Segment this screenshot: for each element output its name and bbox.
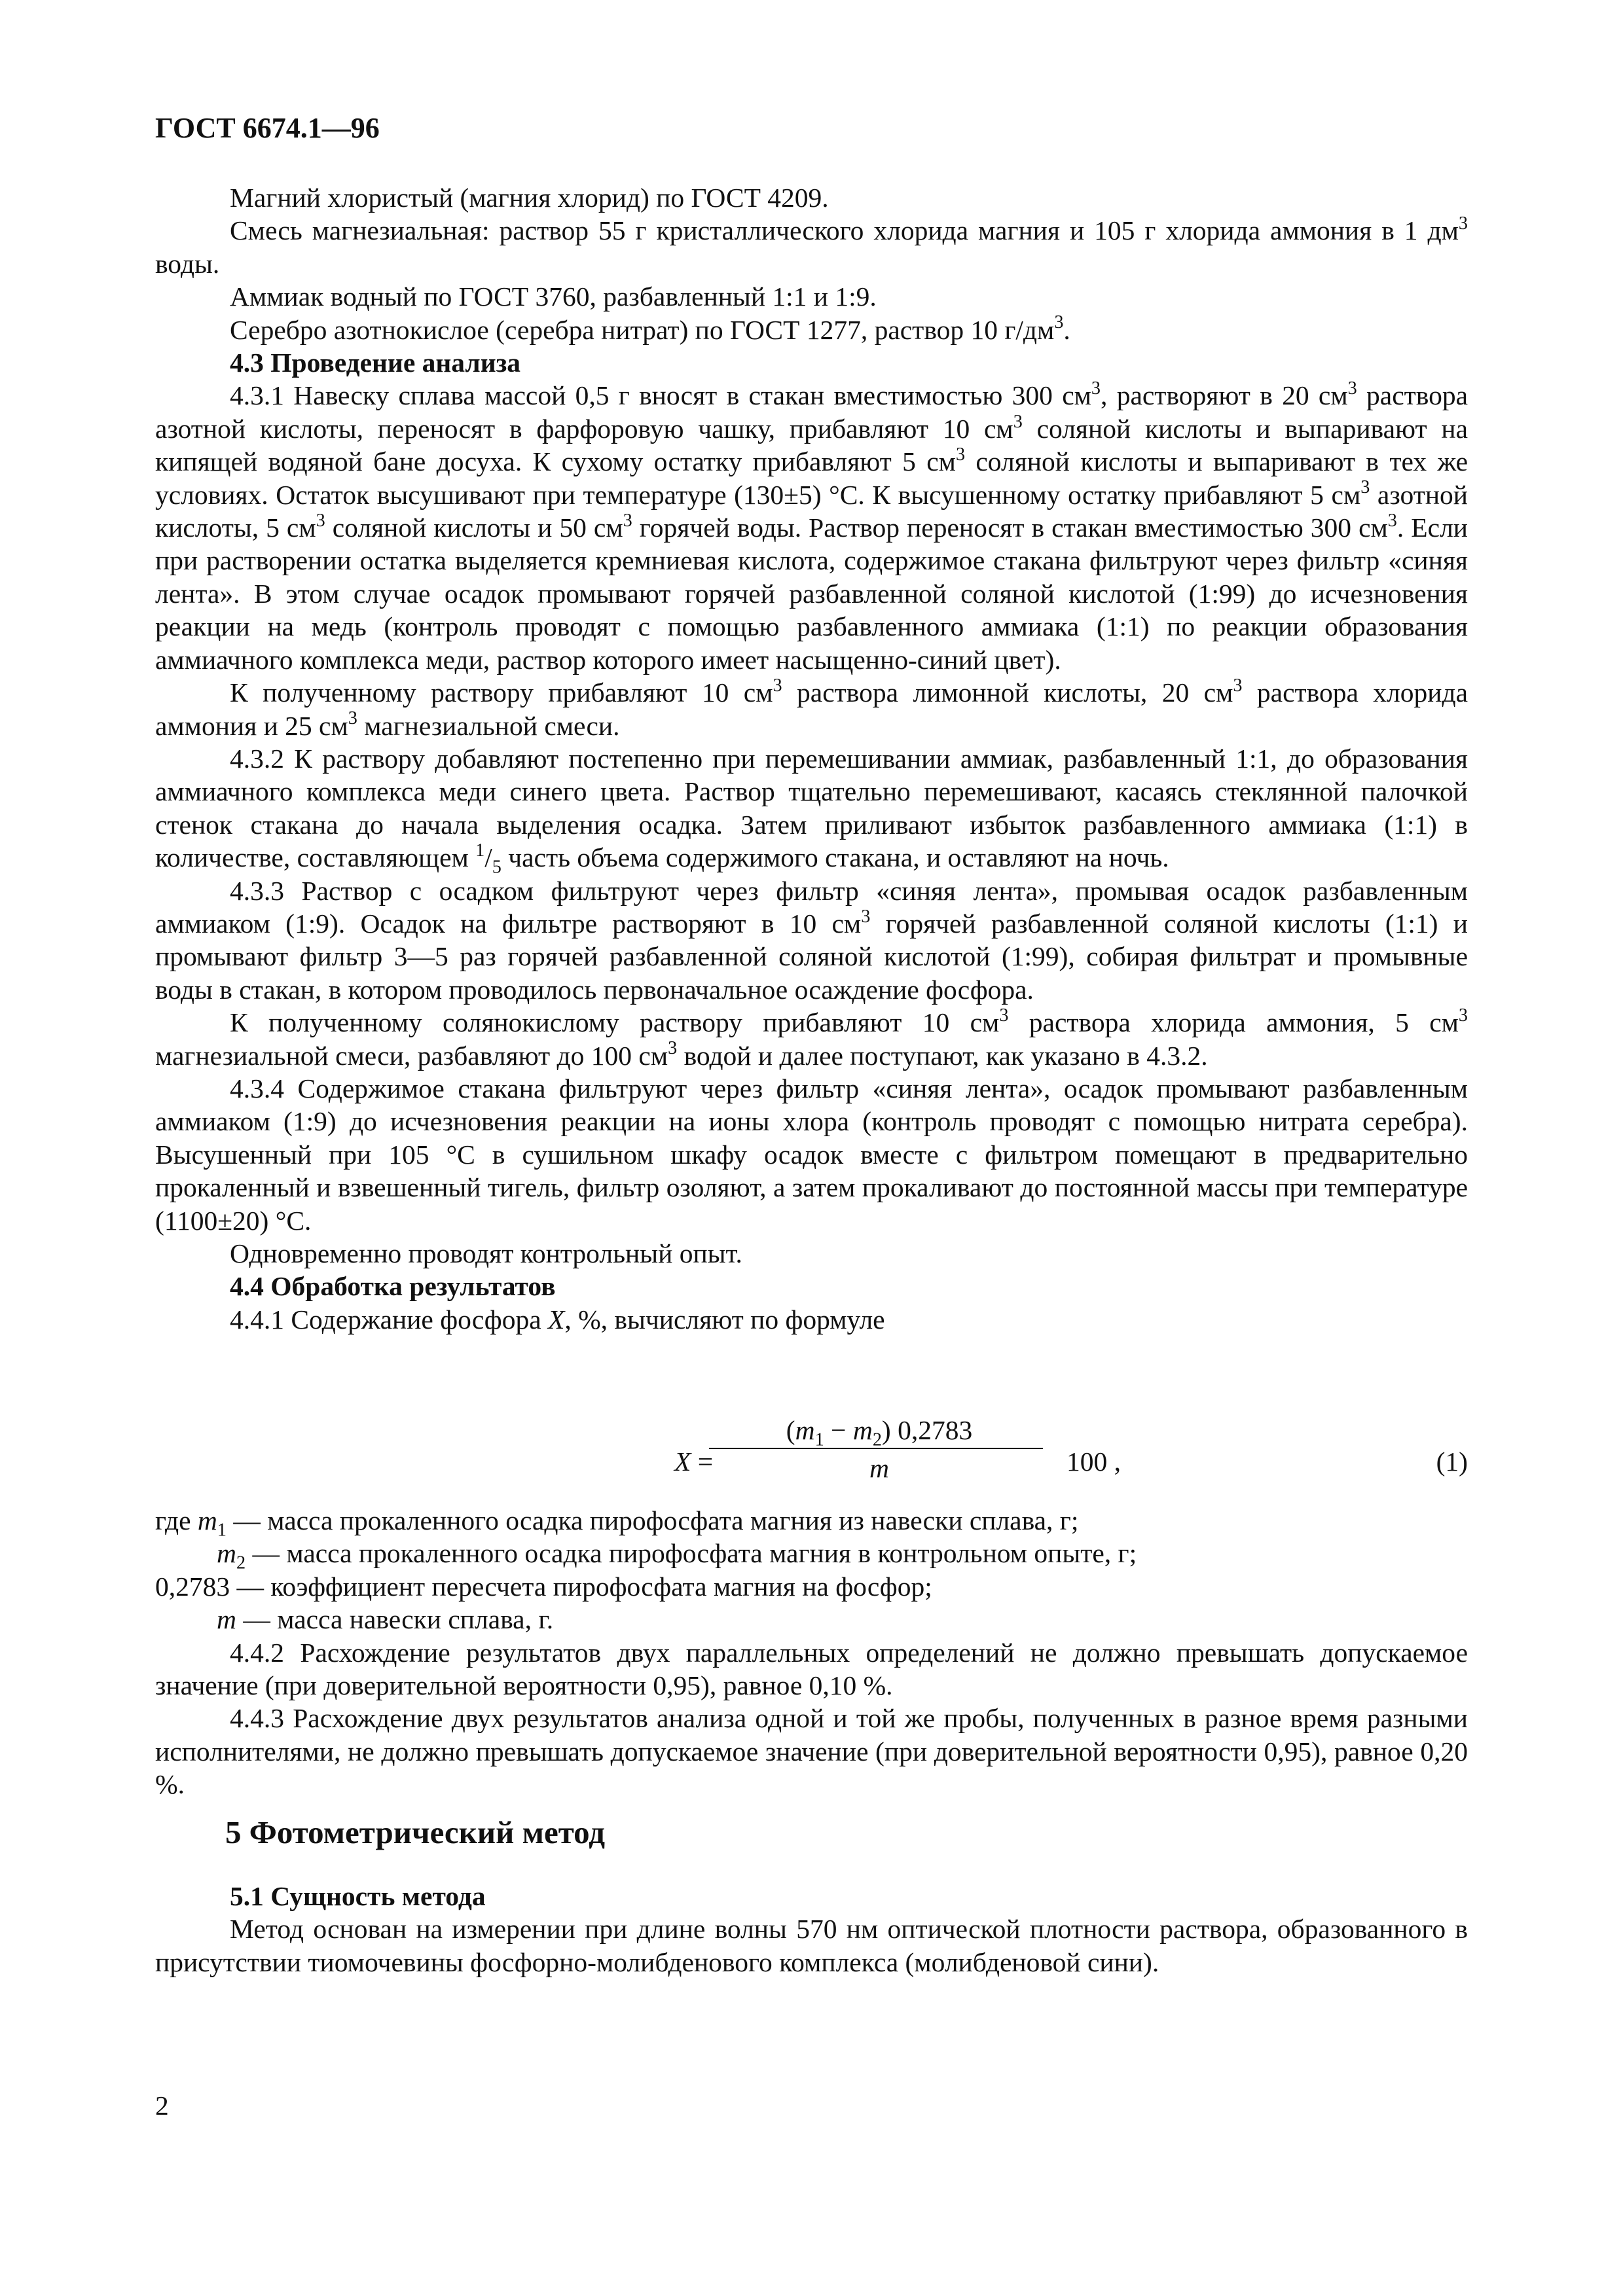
paragraph-5-1: Метод основан на измерении при длине волны 570 нм оптической плотности раствора, образованного в присутствии тиомочевины фосфорно-молибденового комплекса (молибденовой сини). <box>155 1914 1468 1977</box>
formula-fraction <box>709 1414 1049 1485</box>
definition-m: m — масса навески сплава, г. <box>217 1604 554 1635</box>
paragraph-4-3-3-continued: К полученному солянокислому раствору прибавляют 10 $см^3$ раствора хлорида аммония, 5 $см^3$ магнезиальной смеси, разбавляют до 100 $см^3$ водой и далее поступают, как указано в 4.3.2. <box>155 1005 1468 1071</box>
paragraph-control-experiment: Одновременно проводят контрольный опыт. <box>230 1238 742 1268</box>
reagent-magnesium-chloride: Магний хлористый (магния хлорид) по ГОСТ 4209. <box>230 183 829 213</box>
formula-lhs: X = <box>674 1446 714 1477</box>
reagent-silver-nitrate: Серебро азотнокислое (серебра нитрат) по ГОСТ 1277, раствор 10 $г/дм^3$. <box>230 312 1070 345</box>
formula-denominator: m <box>869 1453 889 1484</box>
definition-m1: где $m_1$ — масса прокаленного осадка пирофосфата магния из навески сплава, г; <box>155 1505 1079 1541</box>
page-number: 2 <box>155 2090 169 2121</box>
section-4-3-heading: 4.3 Проведение анализа <box>230 348 521 378</box>
formula-multiplier: 100 , <box>1067 1446 1121 1477</box>
paragraph-4-3-1: 4.3.1 Навеску сплава массой 0,5 г вносят в стакан вместимостью 300 $см^3$, растворяют в 20 $см^3$ раствора азотной кислоты, переносят в фарфоровую чашку, прибавляют 10 $см^3$ соляной кислоты и выпаривают на кипящей водяной бане досуха. К сухому остатку прибавляют 5 $см^3$ соляной кислоты и выпаривают в тех же условиях. Остаток высушивают при температуре (130±5) °С. К высушенному остатку прибавляют 5 $см^3$ азотной кислоты, 5 $см^3$ соляной кислоты и 50 $см^3$ горячей воды. Раствор переносят в стакан вместимостью 300 $см^3$. Если при растворении остатка выделяется кремниевая кислота, содержимое стакана фильтруют через фильтр «синяя лента». В этом случае осадок промывают горячей разбавленной соляной кислотой (1:99) до исчезновения реакции на медь (контроль проводят с помощью разбавленного аммиака (1:1) по реакции образования аммиачного комплекса меди, раствор которого имеет насыщенно-синий цвет). <box>155 378 1468 675</box>
section-5-1-heading: 5.1 Сущность метода <box>230 1881 486 1911</box>
definition-m2: $m_2$ — масса прокаленного осадка пирофосфата магния в контрольном опыте, г; <box>217 1538 1137 1573</box>
paragraph-4-4-2: 4.4.2 Расхождение результатов двух параллельных определений не должно превышать допускаемое значение (при доверительной вероятности 0,95), равное 0,10 %. <box>155 1637 1468 1701</box>
paragraph-4-4-3: 4.4.3 Расхождение двух результатов анализа одной и той же пробы, полученных в разное время разными исполнителями, не должно превышать допускаемое значение (при доверительной вероятности 0,95), равное 0,20 %. <box>155 1703 1468 1800</box>
reagent-magnesia-mixture: Смесь магнезиальная: раствор 55 г кристаллического хлорида магния и 105 г хлорида аммония в 1 $дм^3$ воды. <box>155 213 1468 279</box>
section-5-block <box>155 1813 1468 1979</box>
paragraph-4-3-4: 4.3.4 Содержимое стакана фильтруют через фильтр «синяя лента», осадок промывают разбавленным аммиаком (1:9) до исчезновения реакции на ионы хлора (контроль проводят с помощью нитрата серебра). Высушенный при 105 °С в сушильном шкафу осадок вместе с фильтром помещают в предварительно прокаленный и взвешенный тигель, фильтр озоляют, а затем прокаливают до постоянной массы при температуре (1100±20) °С. <box>155 1073 1468 1236</box>
definition-coefficient: 0,2783 — коэффициент пересчета пирофосфата магния на фосфор; <box>155 1571 932 1602</box>
section-4-4-heading: 4.4 Обработка результатов <box>230 1271 556 1302</box>
formula-1 <box>155 1414 1468 1492</box>
reagent-ammonia: Аммиак водный по ГОСТ 3760, разбавленный 1:1 и 1:9. <box>230 281 877 312</box>
paragraph-4-3-3: 4.3.3 Раствор с осадком фильтруют через фильтр «синяя лента», промывая осадок разбавленным аммиаком (1:9). Осадок на фильтре растворяют в 10 $см^3$ горячей разбавленной соляной кислоты (1:1) и промывают фильтр 3—5 раз горячей разбавленной соляной кислотой (1:99), собирая фильтрат и промывные воды в стакан, в котором проводилось первоначальное осаждение фосфора. <box>155 875 1468 1005</box>
section-5-heading: 5 Фотометрический метод <box>225 1814 606 1850</box>
paragraph-4-3-1-continued: К полученному раствору прибавляют 10 $см^3$ раствора лимонной кислоты, 20 $см^3$ раствора хлорида аммония и 25 $см^3$ магнезиальной смеси. <box>155 675 1468 741</box>
document-header: ГОСТ 6674.1—96 <box>155 112 380 144</box>
formula-definitions-and-results <box>155 1504 1468 1801</box>
formula-number: (1) <box>1436 1446 1468 1477</box>
paragraph-4-3-2: 4.3.2 К раствору добавляют постепенно при перемешивании аммиак, разбавленный 1:1, до образования аммиачного комплекса меди синего цвета. Раствор тщательно перемешивают, касаясь стеклянной палочкой стенок стакана до начала выделения осадка. Затем приливают избыток разбавленного аммиака (1:1) в количестве, составляющем $^1/_5$ часть объема содержимого стакана, и оставляют на ночь. <box>155 743 1468 878</box>
paragraph-4-4-1: 4.4.1 Содержание фосфора X, %, вычисляют по формуле <box>230 1304 885 1335</box>
reagents-and-analysis-block <box>155 181 1468 1336</box>
formula-numerator: $(m_1 - m_2)$ 0,2783 <box>786 1415 973 1450</box>
